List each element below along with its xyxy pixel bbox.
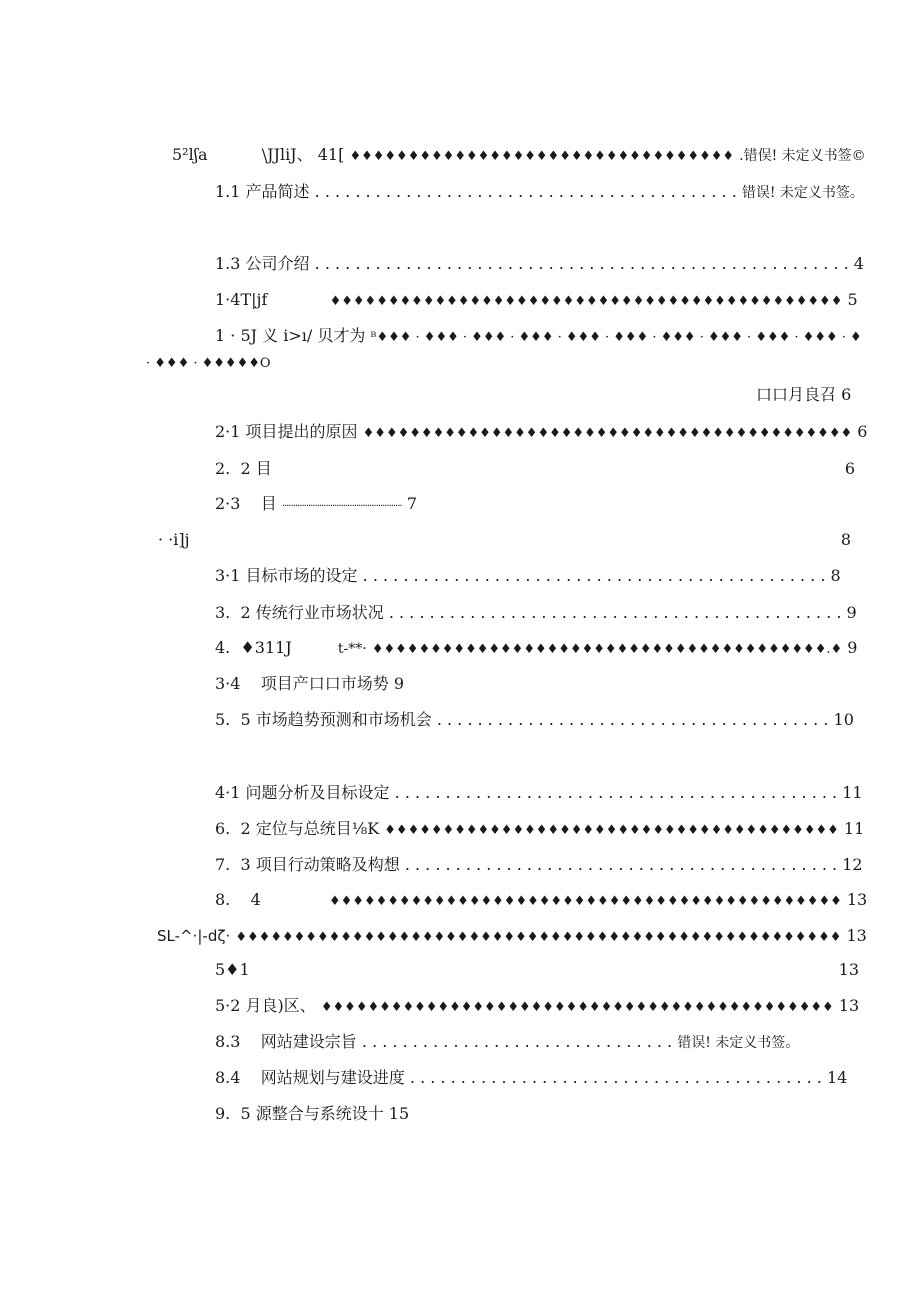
toc-line-16-leader: . . . . . . . . . . . . . . . . . . . . . . . . . . . . . . . . . . . . . . . . . . . .: [394, 783, 843, 802]
toc-line-13-leader: ♦♦♦♦♦♦♦♦♦♦♦♦♦♦♦♦♦♦♦♦♦♦♦♦♦♦♦♦♦♦♦♦♦♦♦♦♦♦♦.♦: [371, 642, 843, 657]
toc-line-20-page: 13: [846, 926, 867, 945]
toc-line-11-label: 3·1 目标市场的设定: [215, 566, 358, 585]
toc-line-9-label: 2·3 目: [215, 494, 277, 513]
toc-line-19-page: 13: [846, 890, 868, 909]
toc-line-21-label: 5♦1: [215, 960, 250, 979]
toc-line-25-label: 9. 5 源整合与系统设十 15: [215, 1104, 410, 1123]
toc-line-5-label: 1 · 5J 义 i>ı/ 贝才为: [215, 326, 366, 345]
toc-line-25: [215, 1104, 409, 1124]
toc-line-19-leader: ♦♦♦♦♦♦♦♦♦♦♦♦♦♦♦♦♦♦♦♦♦♦♦♦♦♦♦♦♦♦♦♦♦♦♦♦♦♦♦♦♦♦♦♦: [328, 894, 842, 909]
toc-line-1-leader: ♦♦♦♦♦♦♦♦♦♦♦♦♦♦♦♦♦♦♦♦♦♦♦♦♦♦♦♦♦♦♦♦♦: [349, 149, 735, 164]
toc-line-23-page: 错误! 未定义书签。: [677, 1035, 800, 1051]
toc-line-17: [215, 819, 864, 841]
toc-line-18-label: 7. 3 项目行动策略及构想: [215, 855, 400, 874]
toc-line-4: [215, 290, 858, 312]
toc-line-16-page: 11: [842, 783, 863, 802]
toc-line-5: [215, 326, 862, 348]
toc-line-15-page: 10: [833, 710, 854, 729]
toc-line-7-page: 6: [857, 422, 868, 441]
toc-line-12-label: 3. 2 传统行业市场状况: [215, 603, 384, 622]
toc-line-15-leader: . . . . . . . . . . . . . . . . . . . . . . . . . . . . . . . . . . . . . . .: [436, 710, 834, 729]
toc-line-24: [215, 1068, 847, 1088]
toc-line-10: [158, 530, 851, 550]
toc-line-4-label: 1·4T|jf: [215, 290, 268, 309]
toc-line-7-leader: ♦♦♦♦♦♦♦♦♦♦♦♦♦♦♦♦♦♦♦♦♦♦♦♦♦♦♦♦♦♦♦♦♦♦♦♦♦♦♦♦♦♦: [362, 426, 853, 441]
toc-line-16: [215, 783, 863, 803]
toc-line-19-label: 8. 4: [215, 890, 261, 909]
toc-line-23-leader: . . . . . . . . . . . . . . . . . . . . . . . . . . . . . . .: [361, 1032, 678, 1051]
toc-line-1-page: .错俣! 未定义书签©: [739, 148, 866, 164]
toc-line-5-cont: [146, 352, 271, 374]
toc-line-6-label: 口口月良召 6: [756, 385, 852, 404]
toc-line-11-leader: . . . . . . . . . . . . . . . . . . . . . . . . . . . . . . . . . . . . . . . . . . . . . .: [362, 566, 831, 585]
toc-line-23-label: 8.3 网站建设宗旨: [215, 1032, 357, 1051]
toc-line-11-page: 8: [830, 566, 841, 585]
toc-line-21-page: 13: [838, 960, 859, 979]
toc-line-20-leader: ♦♦♦♦♦♦♦♦♦♦♦♦♦♦♦♦♦♦♦♦♦♦♦♦♦♦♦♦♦♦♦♦♦♦♦♦♦♦♦♦♦♦♦♦♦♦♦♦♦♦♦♦: [235, 930, 842, 945]
toc-line-12: [215, 603, 857, 623]
toc-line-12-leader: . . . . . . . . . . . . . . . . . . . . . . . . . . . . . . . . . . . . . . . . . . . . .: [388, 603, 847, 622]
toc-line-2: [215, 182, 864, 203]
toc-line-5-leader-cont: · ♦♦♦ · ♦♦♦♦♦O: [146, 356, 271, 371]
toc-line-22-leader: ♦♦♦♦♦♦♦♦♦♦♦♦♦♦♦♦♦♦♦♦♦♦♦♦♦♦♦♦♦♦♦♦♦♦♦♦♦♦♦♦♦♦♦♦: [320, 1000, 834, 1015]
toc-line-18-leader: . . . . . . . . . . . . . . . . . . . . . . . . . . . . . . . . . . . . . . . . . . .: [404, 855, 843, 874]
toc-line-22: [215, 996, 859, 1018]
toc-line-16-label: 4·1 问题分析及目标设定: [215, 783, 390, 802]
toc-line-2-page: 错误! 未定义书签。: [741, 185, 864, 201]
toc-line-8-page: 6: [844, 459, 855, 478]
toc-line-2-leader: . . . . . . . . . . . . . . . . . . . . . . . . . . . . . . . . . . . . . . . . . .: [314, 182, 742, 201]
toc-line-22-page: 13: [838, 996, 860, 1015]
toc-line-9-page: 7: [406, 494, 418, 513]
toc-line-24-label: 8.4 网站规划与建设进度: [215, 1068, 405, 1087]
toc-line-18-page: 12: [842, 855, 863, 874]
toc-line-9-leader: ·······················································: [281, 501, 402, 512]
toc-line-20: [157, 926, 867, 948]
toc-line-8: [215, 459, 855, 479]
toc-line-4-page: 5: [847, 290, 858, 309]
toc-line-17-leader: ♦♦♦♦♦♦♦♦♦♦♦♦♦♦♦♦♦♦♦♦♦♦♦♦♦♦♦♦♦♦♦♦♦♦♦♦♦♦♦: [384, 823, 839, 838]
toc-line-1-title: \JJliJ、 41[: [261, 145, 345, 164]
toc-line-1-label: 5²lʃa: [172, 145, 208, 164]
toc-line-9: [215, 494, 417, 517]
toc-line-12-page: 9: [846, 603, 857, 622]
toc-line-24-page: 14: [826, 1068, 848, 1087]
toc-line-1: [172, 145, 866, 167]
toc-line-22-label: 5·2 月良)区、: [215, 996, 316, 1015]
toc-line-8-label: 2. 2 目: [215, 459, 272, 478]
toc-line-14-label: 3·4 项目产口口市场势 9: [215, 674, 405, 693]
toc-line-11: [215, 566, 841, 586]
toc-line-13-title: t-**·: [337, 641, 367, 657]
toc-line-14: [215, 674, 404, 694]
toc-line-20-label: SL-^·|-dζ·: [157, 927, 231, 945]
toc-line-5-leader: ᴮ♦♦♦ · ♦♦♦ · ♦♦♦ · ♦♦♦ · ♦♦♦ · ♦♦♦ · ♦♦♦ · ♦♦♦ · ♦♦♦ · ♦♦♦ · ♦: [370, 330, 862, 345]
toc-line-7: [215, 422, 867, 444]
toc-line-21: [215, 960, 859, 980]
toc-line-10-label: · ·i]j: [158, 530, 190, 549]
toc-line-3-leader: . . . . . . . . . . . . . . . . . . . . . . . . . . . . . . . . . . . . . . . . . . . . . . . . . . . . .: [314, 254, 854, 273]
toc-line-17-label: 6. 2 定位与总统目⅛K: [215, 819, 380, 838]
toc-line-10-page: 8: [840, 530, 851, 549]
toc-line-4-leader: ♦♦♦♦♦♦♦♦♦♦♦♦♦♦♦♦♦♦♦♦♦♦♦♦♦♦♦♦♦♦♦♦♦♦♦♦♦♦♦♦♦♦♦♦: [329, 294, 843, 309]
toc-line-3-label: 1.3 公司介绍: [215, 254, 310, 273]
toc-line-6: [756, 385, 851, 405]
toc-line-7-label: 2·1 项目提出的原因: [215, 422, 358, 441]
toc-line-23: [215, 1032, 799, 1053]
toc-line-15: [215, 710, 854, 730]
toc-line-24-leader: . . . . . . . . . . . . . . . . . . . . . . . . . . . . . . . . . . . . . . . . .: [409, 1068, 827, 1087]
toc-line-19: [215, 890, 867, 912]
toc-line-2-label: 1.1 产品简述: [215, 182, 310, 201]
toc-line-13: [215, 638, 857, 660]
toc-line-15-label: 5. 5 市场趋势预测和市场机会: [215, 710, 432, 729]
toc-line-13-page: 9: [847, 638, 858, 657]
toc-line-17-page: 11: [843, 819, 865, 838]
toc-line-18: [215, 855, 863, 875]
toc-line-3: [215, 254, 864, 274]
toc-line-13-label: 4. ♦311J: [215, 638, 292, 657]
toc-line-3-page: 4: [853, 254, 864, 273]
